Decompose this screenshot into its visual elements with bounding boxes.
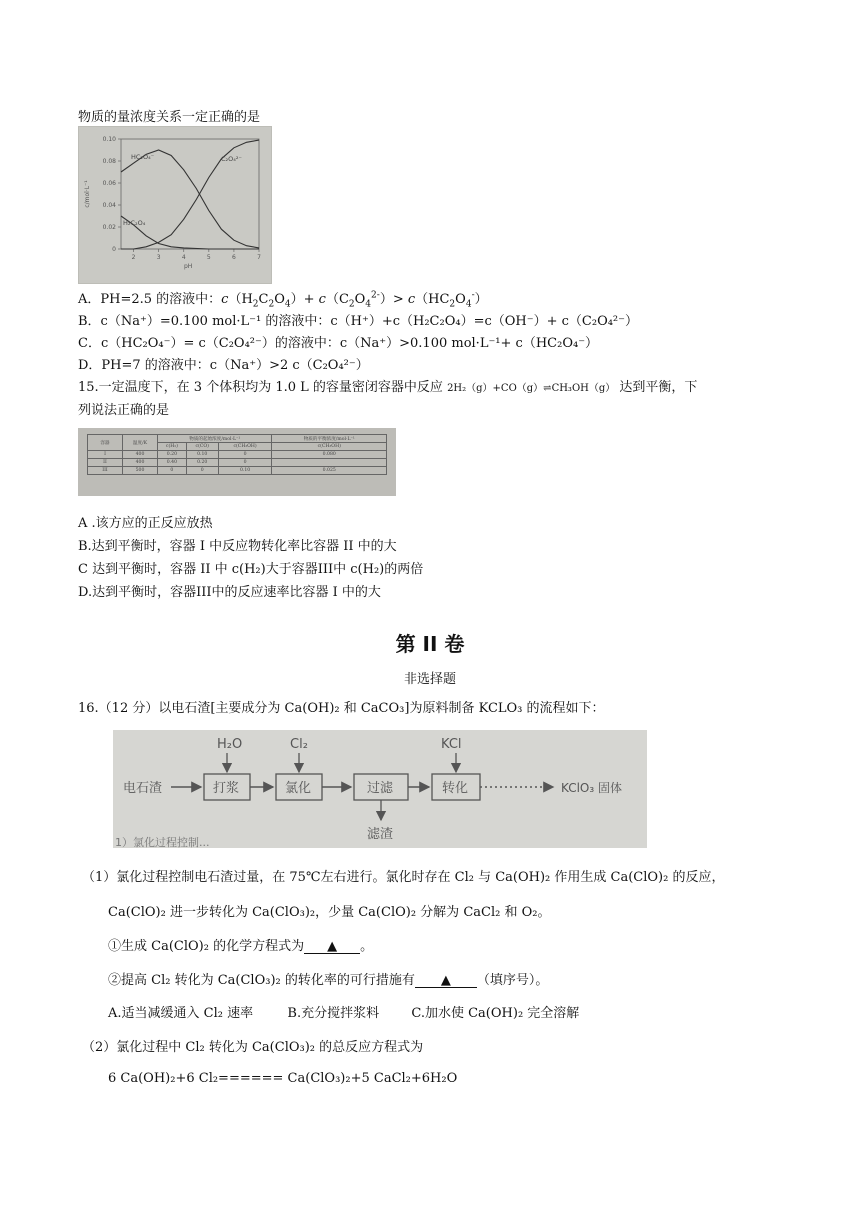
- flow-step: 打浆: [213, 781, 240, 796]
- x-tick-label: 7: [257, 254, 261, 261]
- x-tick-label: 4: [181, 254, 186, 261]
- flow-input: Cl₂: [290, 737, 308, 752]
- q16-stem: 16.（12 分）以电石渣[主要成分为 Ca(OH)₂ 和 CaCO₃]为原料制备 KCLO₃ 的流程如下：: [78, 701, 605, 716]
- flow-input: KCl: [441, 737, 462, 752]
- series-label: HC₂O₄⁻: [131, 153, 155, 161]
- table-subheader: c(H₂): [158, 443, 187, 451]
- q15-option-a: A .该方应的正反应放热: [78, 516, 213, 531]
- choice-c: C.加水使 Ca(OH)₂ 完全溶解: [411, 1006, 580, 1021]
- y-axis-label: c/mol·L⁻¹: [84, 180, 91, 208]
- y-tick-label: 0.02: [102, 224, 116, 231]
- x-tick-label: 3: [156, 254, 161, 261]
- flow-step: 转化: [442, 781, 469, 796]
- x-axis-label: pH: [184, 263, 193, 270]
- q14-stem: 物质的量浓度关系一定正确的是: [78, 110, 261, 125]
- section-subtitle: 非选择题: [403, 672, 456, 687]
- q15-stem: 15.一定温度下，在 3 个体积均为 1.0 L 的容量密闭容器中反应 2H₂（g）+CO（g）⇌CH₃OH（g） 达到平衡，下: [78, 380, 698, 395]
- table-header: 容器: [88, 435, 123, 451]
- series-line: [121, 150, 259, 248]
- table-subheader: c(CH₃OH): [218, 443, 272, 451]
- series-label: C₂O₄²⁻: [221, 155, 242, 163]
- flow-byproduct: 滤渣: [367, 827, 394, 842]
- answer-blank: ▲: [415, 974, 477, 988]
- q15-reaction: 2H₂（g）+CO（g）⇌CH₃OH（g）: [447, 383, 616, 394]
- q15-option-d: D.达到平衡时，容器III中的反应速率比容器 I 中的大: [78, 585, 381, 600]
- table-header: 温度/K: [123, 435, 158, 451]
- q15-table: [87, 434, 387, 475]
- q16-flowchart: [113, 730, 647, 848]
- q14-option-b: B．c（Na⁺）=0.100 mol·L⁻¹ 的溶液中：c（H⁺）+c（H₂C₂O₄）=c（OH⁻）+ c（C₂O₄²⁻）: [78, 314, 639, 329]
- q16-p2: （2）氯化过程中 Cl₂ 转化为 Ca(ClO₃)₂ 的总反应方程式为: [82, 1040, 424, 1055]
- table-row: II 400 0.40 0.20 0: [88, 459, 387, 467]
- x-tick-label: 6: [231, 254, 236, 261]
- y-tick-label: 0.04: [102, 202, 116, 209]
- table-header: 物质的起始浓度/mol·L⁻¹: [158, 435, 272, 443]
- choice-b: B.充分搅拌浆料: [287, 1006, 380, 1021]
- flow-step: 过滤: [367, 781, 394, 796]
- table-header: 物质的平衡浓度/mol·L⁻¹: [272, 435, 387, 443]
- choice-a: A.适当减缓通入 Cl₂ 速率: [108, 1006, 254, 1021]
- flow-input: H₂O: [217, 737, 243, 752]
- y-tick-label: 0.08: [102, 158, 116, 165]
- y-tick-label: 0.10: [102, 136, 116, 143]
- q15-option-c: C 达到平衡时，容器 II 中 c(H₂)大于容器III中 c(H₂)的两倍: [78, 562, 424, 577]
- q15-table-figure: [78, 428, 396, 496]
- q16-p1c: ①生成 Ca(ClO)₂ 的化学方程式为 ▲ 。: [108, 939, 374, 954]
- series-label: H₂C₂O₄: [123, 219, 146, 227]
- flow-output: KClO₃ 固体: [561, 781, 622, 795]
- q14-chart-figure: [78, 126, 272, 284]
- q16-choices: [108, 1002, 579, 1021]
- y-tick-label: 0: [112, 246, 116, 253]
- y-tick-label: 0.06: [102, 180, 116, 187]
- flow-step: 氯化: [285, 781, 312, 796]
- q16-p1d: ②提高 Cl₂ 转化为 Ca(ClO₃)₂ 的转化率的可行措施有 ▲ （填序号）。: [108, 973, 549, 988]
- x-tick-label: 5: [206, 254, 211, 261]
- q16-p1a: （1）氯化过程控制电石渣过量，在 75℃左右进行。氯化时存在 Cl₂ 与 Ca(OH)₂ 作用生成 Ca(ClO)₂ 的反应，: [82, 870, 725, 885]
- q14-chart: [79, 127, 271, 283]
- answer-blank: ▲: [304, 940, 360, 954]
- q15-stem-cont: 列说法正确的是: [78, 403, 170, 418]
- q14-option-c: C．c（HC₂O₄⁻）= c（C₂O₄²⁻）的溶液中：c（Na⁺）>0.100 mol·L⁻¹+ c（HC₂O₄⁻）: [78, 336, 599, 351]
- table-row: III 500 0 0 0.10 0.025: [88, 467, 387, 475]
- section-title: 第 II 卷: [395, 632, 465, 656]
- q16-equation: 6 Ca(OH)₂+6 Cl₂====== Ca(ClO₃)₂+5 CaCl₂+6H₂O: [108, 1071, 458, 1086]
- q14-option-a: A．PH=2.5 的溶液中：$c(H_2C_2O_4)+ c(C_2O_4^{2-})> c(HC_2O_4^-)$: [78, 290, 488, 310]
- flow-start: 电石渣: [123, 781, 163, 796]
- table-subheader: c(CO): [186, 443, 218, 451]
- table-subheader: c(CH₃OH): [272, 443, 387, 451]
- q16-p1b: Ca(ClO)₂ 进一步转化为 Ca(ClO₃)₂，少量 Ca(ClO)₂ 分解为 CaCl₂ 和 O₂。: [108, 905, 551, 920]
- q14-option-d: D．PH=7 的溶液中：c（Na⁺）>2 c（C₂O₄²⁻）: [78, 358, 369, 373]
- flow-cut-text: 1）氯化过程控制...: [115, 836, 210, 848]
- table-row: I 400 0.20 0.10 0 0.080: [88, 451, 387, 459]
- q15-option-b: B.达到平衡时，容器 I 中反应物转化率比容器 II 中的大: [78, 539, 397, 554]
- x-tick-label: 2: [131, 254, 136, 261]
